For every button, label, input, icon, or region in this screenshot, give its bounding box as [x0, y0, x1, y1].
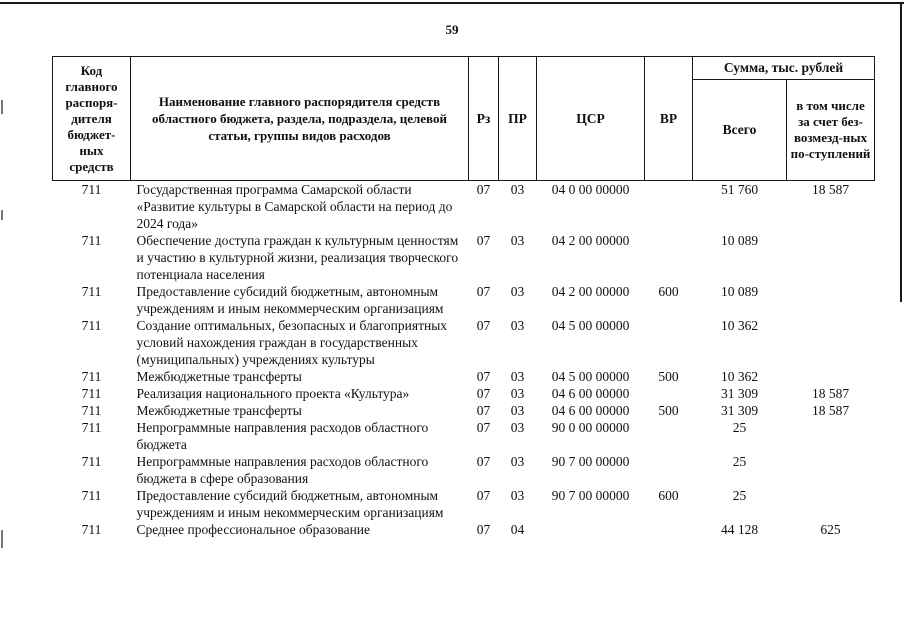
header-csr: ЦСР [537, 57, 645, 181]
cell-name: Создание оптимальных, безопасных и благоприятных условий нахождения граждан в государственных (муниципальных) учреждениях культуры [136, 318, 448, 367]
cell-total: 10 089 [720, 284, 759, 299]
cell-code: 711 [81, 454, 102, 469]
header-vr: ВР [645, 57, 693, 181]
cell-rz: 07 [476, 403, 491, 418]
cell-vr: 600 [658, 488, 679, 503]
cell-csr: 04 6 00 00000 [551, 386, 630, 401]
cell-total: 25 [732, 454, 747, 469]
table-row [53, 521, 875, 538]
cell-name: Межбюджетные трансферты [136, 369, 302, 384]
cell-code: 711 [81, 318, 102, 333]
table-row [53, 385, 875, 402]
header-name-text: Наименование главного распорядителя средств областного бюджета, раздела, подраздела, целевой статьи, группы видов расходов [152, 94, 447, 143]
cell-total: 31 309 [720, 403, 759, 418]
cell-rz: 07 [476, 284, 491, 299]
cell-name: Государственная программа Самарской области «Развитие культуры в Самарской области на период до 2024 года» [136, 182, 453, 231]
cell-vr [645, 181, 693, 233]
cell-csr: 04 6 00 00000 [551, 403, 630, 418]
cell-csr: 90 0 00 00000 [551, 420, 630, 435]
top-border-line [0, 2, 904, 4]
cell-pr: 03 [510, 369, 525, 384]
cell-csr [537, 521, 645, 538]
cell-code: 711 [81, 182, 102, 197]
cell-total: 25 [732, 488, 747, 503]
cell-code: 711 [81, 386, 102, 401]
header-total: Всего [693, 80, 787, 181]
cell-code: 711 [81, 284, 102, 299]
header-free: в том числе за счет без-возмезд-ных по-ступлений [787, 80, 875, 181]
cell-vr [645, 317, 693, 368]
cell-total: 10 089 [720, 233, 759, 248]
header-code [53, 57, 131, 181]
cell-rz: 07 [476, 182, 491, 197]
table-row [53, 317, 875, 368]
cell-vr [645, 385, 693, 402]
cell-free [787, 317, 875, 368]
cell-pr: 03 [510, 420, 525, 435]
budget-table [52, 56, 875, 538]
table-row [53, 181, 875, 233]
cell-pr: 03 [510, 386, 525, 401]
cell-pr: 03 [510, 454, 525, 469]
table-row [53, 232, 875, 283]
cell-csr: 90 7 00 00000 [551, 488, 630, 503]
cell-free: 625 [820, 522, 841, 537]
cell-csr: 04 5 00 00000 [551, 318, 630, 333]
cell-csr: 04 2 00 00000 [551, 233, 630, 248]
table-row [53, 453, 875, 487]
cell-pr: 03 [510, 233, 525, 248]
cell-code: 711 [81, 233, 102, 248]
cell-vr: 500 [658, 403, 679, 418]
scan-edge-marks [0, 90, 4, 550]
cell-name: Реализация национального проекта «Культура» [136, 386, 410, 401]
page-number: 59 [445, 22, 459, 37]
cell-code: 711 [81, 403, 102, 418]
cell-vr [645, 521, 693, 538]
cell-code: 711 [81, 488, 102, 503]
cell-free: 18 587 [811, 386, 850, 401]
right-border-line [900, 2, 902, 302]
cell-code: 711 [81, 420, 102, 435]
cell-pr: 03 [510, 318, 525, 333]
cell-total: 31 309 [720, 386, 759, 401]
cell-pr: 03 [510, 403, 525, 418]
cell-rz: 07 [476, 386, 491, 401]
header-sum-group: Сумма, тыс. рублей [693, 57, 875, 80]
cell-rz: 07 [476, 369, 491, 384]
cell-rz: 07 [476, 522, 491, 537]
cell-vr [645, 419, 693, 453]
cell-rz: 07 [476, 454, 491, 469]
cell-free [787, 283, 875, 317]
cell-name: Предоставление субсидий бюджетным, автономным учреждениям и иным некоммерческим организациям [136, 488, 444, 520]
cell-free: 18 587 [811, 182, 850, 197]
cell-code: 711 [81, 369, 102, 384]
cell-total: 10 362 [720, 369, 759, 384]
cell-name: Непрограммные направления расходов областного бюджета [136, 420, 429, 452]
cell-vr: 600 [658, 284, 679, 299]
cell-pr: 03 [510, 182, 525, 197]
cell-csr: 04 5 00 00000 [551, 369, 630, 384]
table-row [53, 283, 875, 317]
cell-name: Непрограммные направления расходов областного бюджета в сфере образования [136, 454, 429, 486]
cell-free [787, 368, 875, 385]
cell-rz: 07 [476, 318, 491, 333]
cell-name: Предоставление субсидий бюджетным, автономным учреждениям и иным некоммерческим организациям [136, 284, 444, 316]
header-code-text: Код главного распоря-дителя бюджет-ных средств [65, 62, 118, 174]
cell-csr: 04 2 00 00000 [551, 284, 630, 299]
cell-vr [645, 453, 693, 487]
header-name [131, 57, 469, 181]
table-body [53, 181, 875, 539]
cell-total: 10 362 [720, 318, 759, 333]
cell-vr [645, 232, 693, 283]
table-row [53, 419, 875, 453]
cell-total: 44 128 [720, 522, 759, 537]
cell-pr: 03 [510, 488, 525, 503]
cell-total: 25 [732, 420, 747, 435]
cell-name: Среднее профессиональное образование [136, 522, 371, 537]
cell-name: Обеспечение доступа граждан к культурным ценностям и участию в культурной жизни, реализация творческого потенциала населения [136, 233, 459, 282]
cell-code: 711 [81, 522, 102, 537]
cell-free: 18 587 [811, 403, 850, 418]
table-row [53, 368, 875, 385]
cell-pr: 04 [510, 522, 525, 537]
cell-vr: 500 [658, 369, 679, 384]
cell-csr: 04 0 00 00000 [551, 182, 630, 197]
header-pr: ПР [499, 57, 537, 181]
table-header [53, 57, 875, 181]
cell-total: 51 760 [720, 182, 759, 197]
cell-free [787, 419, 875, 453]
table-row [53, 402, 875, 419]
cell-pr: 03 [510, 284, 525, 299]
table-row [53, 487, 875, 521]
cell-free [787, 232, 875, 283]
cell-csr: 90 7 00 00000 [551, 454, 630, 469]
cell-rz: 07 [476, 233, 491, 248]
cell-rz: 07 [476, 420, 491, 435]
cell-free [787, 453, 875, 487]
cell-free [787, 487, 875, 521]
cell-name: Межбюджетные трансферты [136, 403, 302, 418]
header-rz: Рз [469, 57, 499, 181]
cell-rz: 07 [476, 488, 491, 503]
